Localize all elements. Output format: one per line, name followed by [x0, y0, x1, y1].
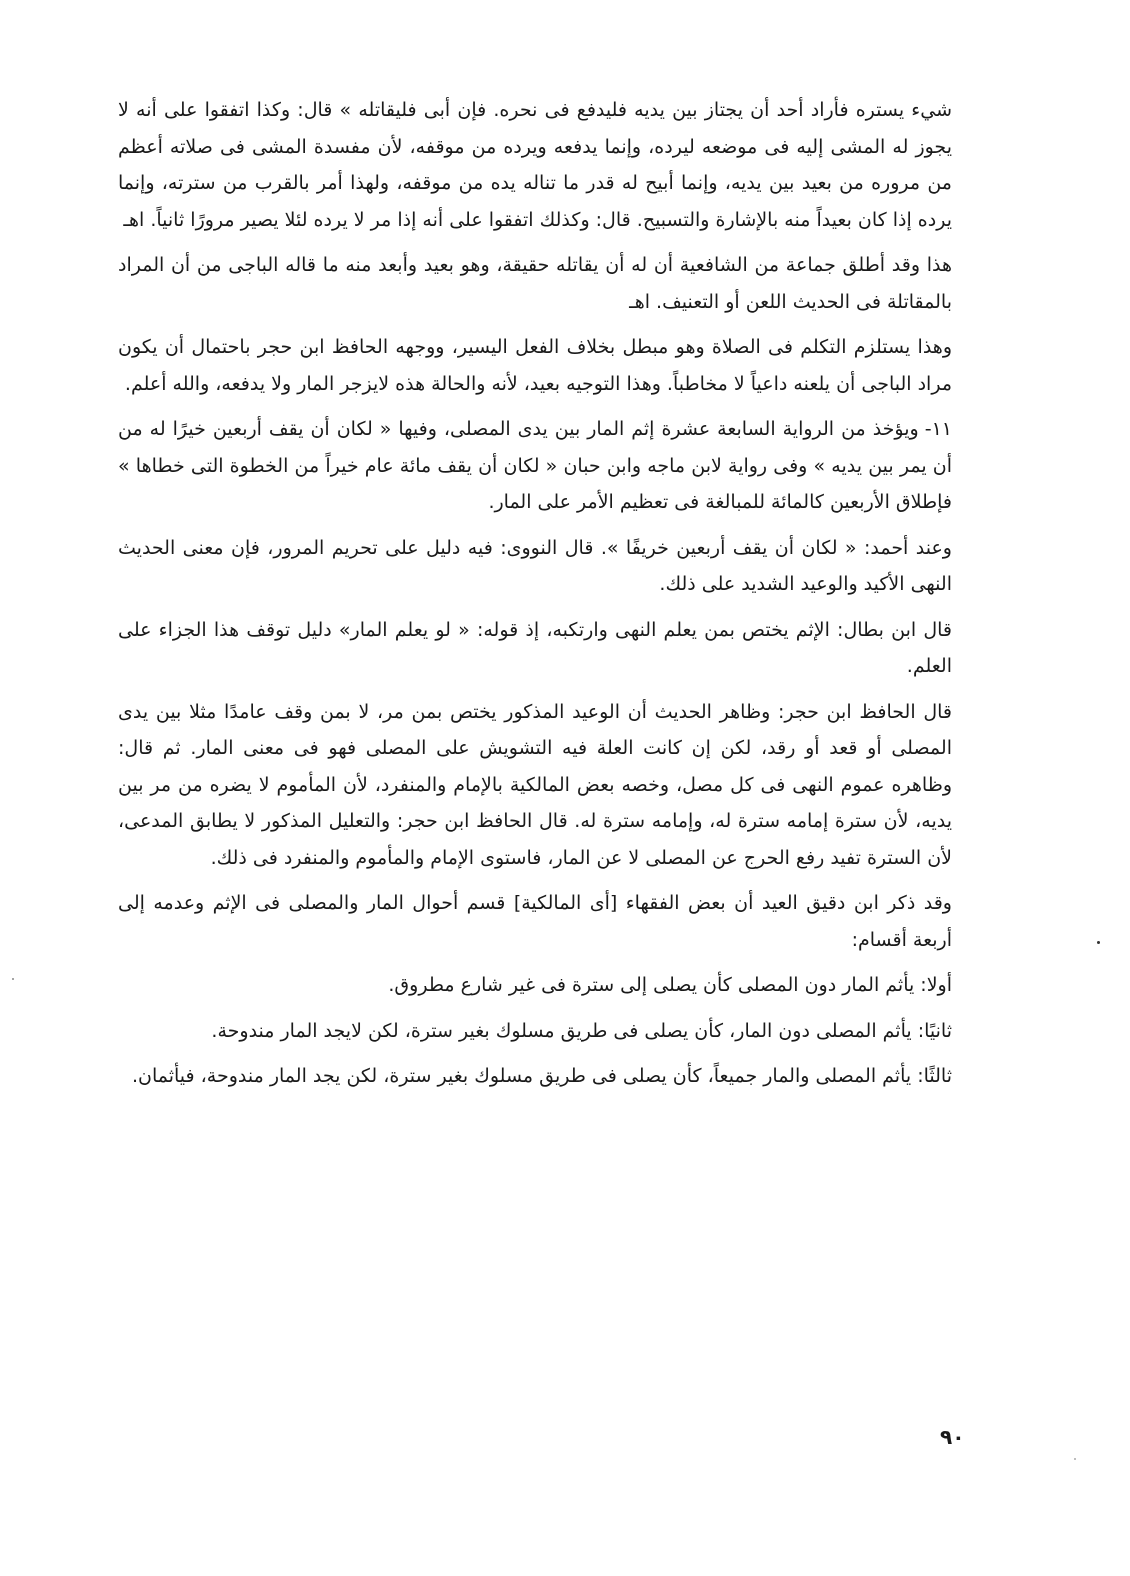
item-number: ١١-	[924, 418, 952, 440]
paragraph-6: قال ابن بطال: الإثم يختص بمن يعلم النهى وارتكبه، إذ قوله: « لو يعلم المار» دليل توقف هذا الجزاء على العلم.	[118, 618, 952, 677]
scan-speck	[1097, 941, 1100, 944]
scan-speck	[1074, 1458, 1076, 1460]
paragraph-2: هذا وقد أطلق جماعة من الشافعية أن له أن يقاتله حقيقة، وهو بعيد وأبعد منه ما قاله الباجى من أن المراد بالمقاتلة فى الحديث اللعن أو التعنيف. اهـ	[118, 254, 952, 313]
paragraph-3: وهذا يستلزم التكلم فى الصلاة وهو مبطل بخلاف الفعل اليسير، ووجهه الحافظ ابن حجر باحتمال أن يكون مراد الباجى أن يلعنه داعياً لا مخاطباً. وهذا التوجيه بعيد، لأنه والحالة هذه لايزجر المار ولا يدفعه، والله أعلم.	[118, 336, 952, 395]
numbered-paragraph-11	[118, 411, 952, 521]
list-item-second: ثانيًا: يأثم المصلى دون المار، كأن يصلى فى طريق مسلوك بغير سترة، لكن لايجد المار مندوحة.	[211, 1019, 952, 1042]
paragraph-4-text: ويؤخذ من الرواية السابعة عشرة إثم المار بين يدى المصلى، وفيها « لكان أن يقف أربعين خيرًا له من أن يمر بين يديه » وفى رواية لابن ماجه وابن حبان « لكان أن يقف مائة عام خيراً من الخطوة التى خطاها » فإطلاق الأربعين كالمائة للمبالغة فى تعظيم الأمر على المار.	[118, 418, 952, 513]
paragraph-5: وعند أحمد: « لكان أن يقف أربعين خريفًا ». قال النووى: فيه دليل على تحريم المرور، فإن معنى الحديث النهى الأكيد والوعيد الشديد على ذلك.	[118, 536, 952, 595]
page-body	[118, 92, 952, 1104]
list-item-third: ثالثًا: يأثم المصلى والمار جميعاً، كأن يصلى فى طريق مسلوك بغير سترة، لكن يجد المار مندوحة، فيأثمان.	[131, 1065, 952, 1087]
paragraph-1: شيء يستره فأراد أحد أن يجتاز بين يديه فليدفع فى نحره. فإن أبى فليقاتله » قال: وكذا اتفقوا على أنه لا يجوز له المشى إليه فى موضعه ليرده، وإنما يدفعه ويرده من موقفه، لأن مفسدة المشى فى صلاته أعظم من مروره من بعيد بين يديه، وإنما أبيح له قدر ما تناله يده من موقفه، ولهذا أمر بالقرب من سترته، وإنما يرده إذا كان بعيداً منه بالإشارة والتسبيح. قال: وكذلك اتفقوا على أنه إذا مر لا يرده لئلا يصير مرورًا ثانياً. اهـ	[118, 99, 952, 231]
page-number: ٩٠	[940, 1425, 965, 1449]
paragraph-8: وقد ذكر ابن دقيق العيد أن بعض الفقهاء [أى المالكية] قسم أحوال المار والمصلى فى الإثم وعدمه إلى أربعة أقسام:	[118, 892, 952, 951]
scan-speck	[12, 978, 14, 980]
list-item-first: أولا: يأثم المار دون المصلى كأن يصلى إلى سترة فى غير شارع مطروق.	[388, 974, 952, 996]
paragraph-7: قال الحافظ ابن حجر: وظاهر الحديث أن الوعيد المذكور يختص بمن مر، لا بمن وقف عامدًا مثلا بين يدى المصلى أو قعد أو رقد، لكن إن كانت العلة فيه التشويش على المصلى فهو فى معنى المار. ثم قال: وظاهره عموم النهى فى كل مصل، وخصه بعض المالكية بالإمام والمنفرد، لأن المأموم لا يضره من مر بين يديه، لأن سترة إمامه سترة له، وإمامه سترة له. قال الحافظ ابن حجر: والتعليل المذكور لا يطابق المدعى، لأن السترة تفيد رفع الحرج عن المصلى لا عن المار، فاستوى الإمام والمأموم والمنفرد فى ذلك.	[118, 700, 952, 869]
